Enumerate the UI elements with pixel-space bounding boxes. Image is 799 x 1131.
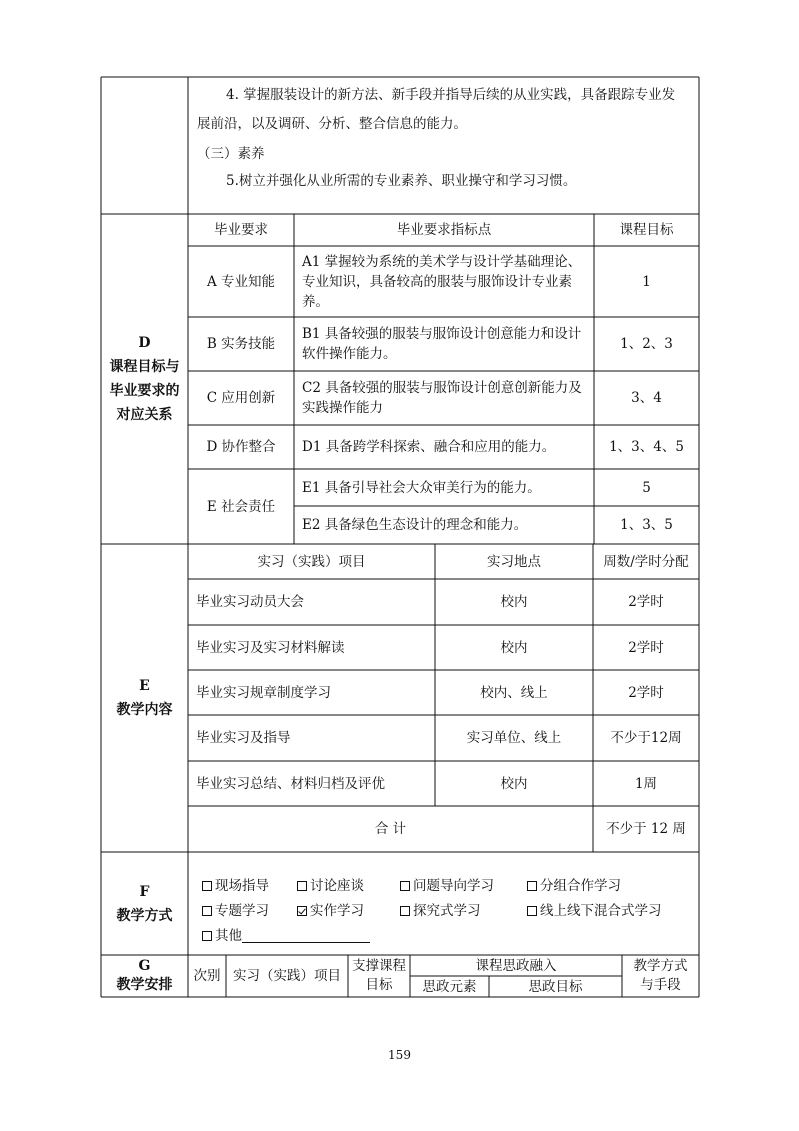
method-option-label: 其他 xyxy=(215,928,242,944)
indicator-b1: B1 具备较强的服装与服饰设计创意能力和设计软件操作能力。 xyxy=(302,326,582,362)
method-option-label: 问题导向学习 xyxy=(413,878,494,894)
page-number: 159 xyxy=(388,1048,411,1062)
header-support-line1: 支撑课程 xyxy=(352,958,406,974)
method-option-3[interactable] xyxy=(400,876,494,896)
total-label: 合 计 xyxy=(374,821,407,837)
practice-time-2: 2学时 xyxy=(628,639,664,656)
header-practice-item: 实习（实践）项目 xyxy=(257,553,366,570)
checkbox-icon[interactable] xyxy=(202,906,212,916)
method-option-label: 专题学习 xyxy=(215,903,269,919)
total-value: 不少于 12 周 xyxy=(606,821,686,837)
method-option-label: 线上线下混合式学习 xyxy=(540,903,662,919)
header-ideology-element: 思政元素 xyxy=(422,978,477,995)
practice-item-1: 毕业实习动员大会 xyxy=(196,594,304,610)
requirement-d: D 协作整合 xyxy=(206,439,276,455)
goal-e2: 1、3、5 xyxy=(620,517,673,533)
section-e-label xyxy=(101,544,188,852)
section-f-letter: F xyxy=(139,883,150,900)
section-e-title: 教学内容 xyxy=(116,702,173,718)
practice-place-4: 实习单位、线上 xyxy=(466,730,562,746)
practice-item-3: 毕业实习规章制度学习 xyxy=(196,684,331,701)
other-fill-line[interactable] xyxy=(242,928,370,943)
method-option-label: 分组合作学习 xyxy=(540,878,621,894)
method-option-label: 探究式学习 xyxy=(413,903,481,919)
section-g-title: 教学安排 xyxy=(116,977,173,993)
checkbox-icon[interactable] xyxy=(527,906,537,916)
method-option-8[interactable] xyxy=(527,901,662,921)
method-option-label: 讨论座谈 xyxy=(310,878,364,894)
practice-place-2: 校内 xyxy=(500,639,528,656)
goal-b: 1、2、3 xyxy=(620,336,673,352)
practice-place-1: 校内 xyxy=(500,594,528,610)
requirement-b: B 实务技能 xyxy=(206,336,276,352)
header-hours: 周数/学时分配 xyxy=(603,553,689,570)
checkbox-checked-icon[interactable] xyxy=(297,906,307,916)
skill-item-4-line2: 展前沿，以及调研、分析、整合信息的能力。 xyxy=(197,116,467,132)
checkbox-icon[interactable] xyxy=(527,881,537,891)
method-option-1[interactable] xyxy=(202,876,269,896)
method-option-5[interactable] xyxy=(202,901,269,921)
header-method-line2: 与手段 xyxy=(640,977,681,993)
skill-item-4-line1: 4. 掌握服装设计的新方法、新手段并指导后续的从业实践，具备跟踪专业发 xyxy=(226,87,676,103)
section-d-label xyxy=(101,214,188,544)
section-d-title-line1: 课程目标与 xyxy=(109,359,180,375)
section-d-title-line3: 对应关系 xyxy=(116,407,173,423)
header-practice-place: 实习地点 xyxy=(487,553,541,570)
practice-item-5: 毕业实习总结、材料归档及评优 xyxy=(196,775,385,792)
header-course-goal: 课程目标 xyxy=(619,222,674,238)
header-order: 次别 xyxy=(193,968,221,984)
header-support-goal xyxy=(348,955,410,997)
indicator-a1: A1 掌握较为系统的美术学与设计学基础理论、专业知识，具备较高的服装与服饰设计专业素养。 xyxy=(302,253,582,310)
goal-e1: 5 xyxy=(642,479,651,496)
checkbox-icon[interactable] xyxy=(400,881,410,891)
goal-d: 1、3、4、5 xyxy=(609,439,684,455)
method-option-label: 实作学习 xyxy=(310,903,364,919)
section-d-title-line2: 毕业要求的 xyxy=(109,383,180,399)
requirement-a: A 专业知能 xyxy=(206,273,276,290)
practice-time-1: 2学时 xyxy=(628,594,664,610)
requirement-e: E 社会责任 xyxy=(206,498,276,515)
requirement-c: C 应用创新 xyxy=(206,390,276,406)
literacy-item-5: 5.树立并强化从业所需的专业素养、职业操守和学习习惯。 xyxy=(226,173,577,189)
header-method-line1: 教学方式 xyxy=(633,958,688,974)
header-indicator: 毕业要求指标点 xyxy=(396,222,492,238)
header-g-practice-item: 实习（实践）项目 xyxy=(233,968,341,984)
goal-a: 1 xyxy=(642,273,651,290)
goal-c: 3、4 xyxy=(631,390,662,406)
header-requirement: 毕业要求 xyxy=(214,222,268,238)
checkbox-icon[interactable] xyxy=(202,881,212,891)
section-g-letter: G xyxy=(138,958,151,974)
header-teaching-method xyxy=(622,955,699,997)
practice-time-3: 2学时 xyxy=(628,684,664,701)
checkbox-icon[interactable] xyxy=(297,881,307,891)
practice-place-3: 校内、线上 xyxy=(480,684,548,701)
method-option-7[interactable] xyxy=(400,901,481,921)
section-d-letter: D xyxy=(138,335,151,351)
section-f-title: 教学方式 xyxy=(116,907,173,924)
method-option-4[interactable] xyxy=(527,876,621,896)
practice-place-5: 校内 xyxy=(500,775,528,792)
practice-item-2: 毕业实习及实习材料解读 xyxy=(196,639,345,656)
practice-time-4: 不少于12周 xyxy=(610,730,682,746)
section-f-label xyxy=(101,852,188,955)
checkbox-icon[interactable] xyxy=(400,906,410,916)
header-support-line2: 目标 xyxy=(365,977,393,993)
literacy-heading: （三）素养 xyxy=(197,146,265,162)
indicator-e1: E1 具备引导社会大众审美行为的能力。 xyxy=(302,479,541,496)
checkbox-icon[interactable] xyxy=(202,931,212,941)
header-ideology: 课程思政融入 xyxy=(475,957,557,974)
method-option-9[interactable] xyxy=(202,926,370,946)
indicator-d1: D1 具备跨学科探索、融合和应用的能力。 xyxy=(302,439,556,455)
indicator-c2: C2 具备较强的服装与服饰设计创意创新能力及实践操作能力 xyxy=(302,380,582,416)
method-option-label: 现场指导 xyxy=(215,878,269,894)
method-option-6[interactable] xyxy=(297,901,364,921)
section-g-label xyxy=(101,955,188,997)
method-option-2[interactable] xyxy=(297,876,364,896)
practice-time-5: 1周 xyxy=(634,775,658,792)
section-e-letter: E xyxy=(139,678,150,694)
practice-item-4: 毕业实习及指导 xyxy=(196,730,291,746)
header-ideology-goal: 思政目标 xyxy=(528,978,583,995)
indicator-e2: E2 具备绿色生态设计的理念和能力。 xyxy=(302,517,528,533)
